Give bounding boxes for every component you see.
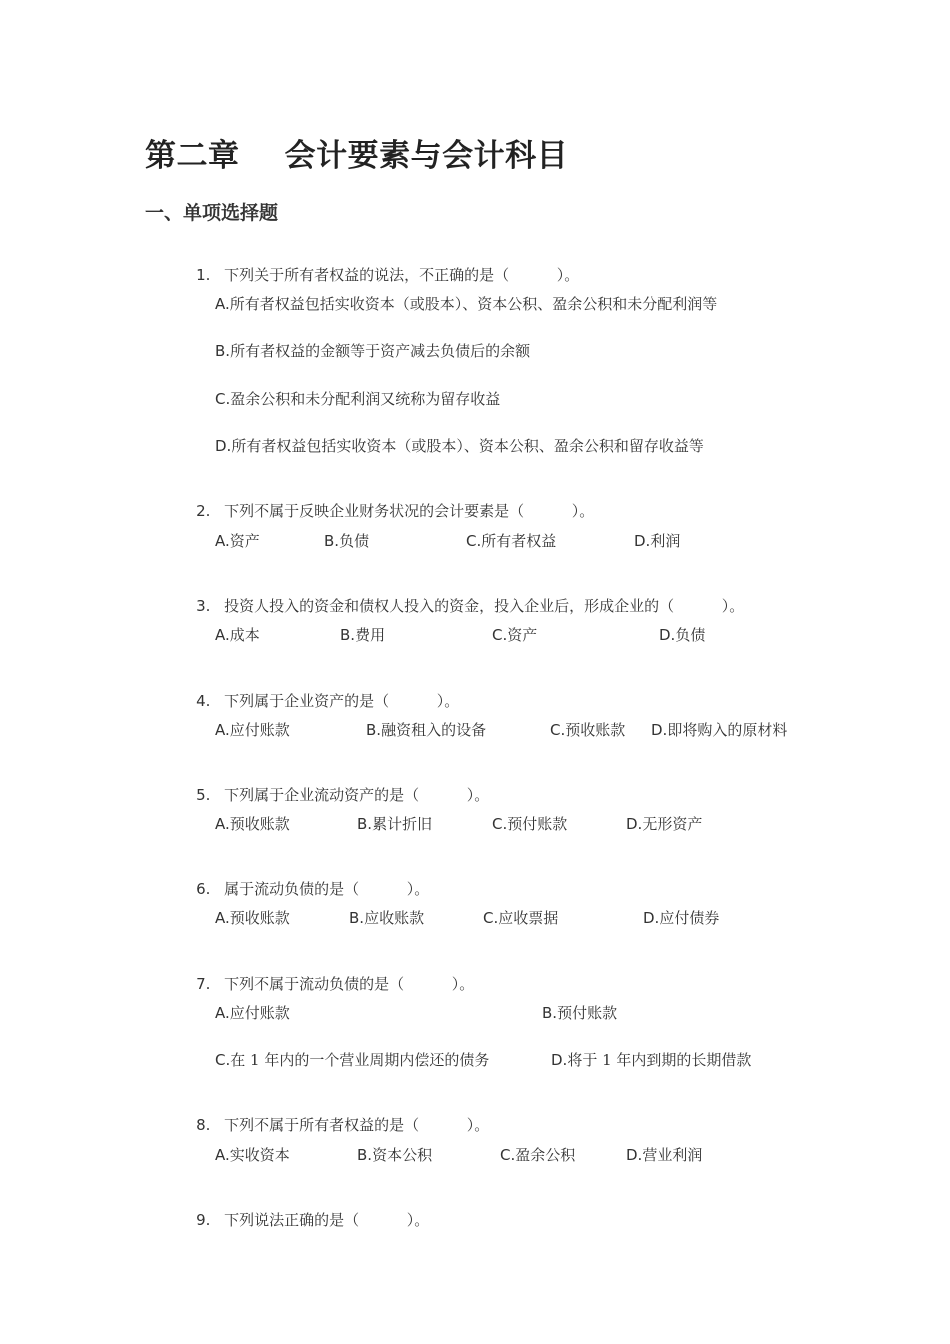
option-text: 盈余公积: [515, 1146, 576, 1164]
option-text: 负债: [675, 626, 706, 644]
question-9: [177, 1191, 429, 1248]
option-text: 将于 1 年内到期的长期借款: [567, 1051, 752, 1069]
question-text: 属于流动负债的是（ ）。: [224, 880, 430, 898]
option-letter: D.: [626, 815, 643, 833]
option-letter: B.: [324, 532, 340, 550]
option-letter: B.: [349, 909, 365, 927]
option-3c: [492, 624, 537, 645]
option-text: 资产: [229, 532, 260, 550]
chapter-title: 第二章 会计要素与会计科目: [145, 138, 569, 174]
option-letter: D.: [551, 1051, 568, 1069]
option-text: 预收账款: [229, 815, 290, 833]
option-letter: B.: [366, 721, 382, 739]
option-letter: C.: [500, 1146, 516, 1164]
question-text: 下列不属于反映企业财务状况的会计要素是（ ）。: [224, 502, 595, 520]
option-3a: [215, 624, 260, 645]
option-text: 应收账款: [364, 909, 425, 927]
option-text: 应付账款: [229, 721, 290, 739]
option-letter: C.: [492, 815, 508, 833]
question-number: 6.: [196, 880, 211, 898]
option-text: 应付账款: [229, 1004, 290, 1022]
option-text: 盈余公积和未分配利润又统称为留存收益: [230, 390, 501, 408]
option-text: 利润: [650, 532, 681, 550]
option-text: 所有者权益: [481, 532, 557, 550]
option-letter: B.: [357, 1146, 373, 1164]
option-7b: [542, 1002, 617, 1023]
question-number: 3.: [196, 597, 211, 615]
option-letter: B.: [215, 342, 231, 360]
option-5b: [357, 813, 432, 834]
option-letter: B.: [340, 626, 356, 644]
option-text: 预收账款: [229, 909, 290, 927]
option-letter: C.: [215, 1051, 231, 1069]
option-letter: A.: [215, 295, 230, 313]
option-6a: [215, 907, 290, 928]
option-letter: A.: [215, 1004, 230, 1022]
option-letter: D.: [626, 1146, 643, 1164]
question-text: 下列属于企业资产的是（ ）。: [224, 692, 460, 710]
question-number: 8.: [196, 1116, 211, 1134]
option-text: 累计折旧: [372, 815, 433, 833]
option-2c: [466, 530, 556, 551]
option-text: 费用: [355, 626, 386, 644]
option-2b: [324, 530, 369, 551]
option-letter: A.: [215, 1146, 230, 1164]
question-number: 9.: [196, 1211, 211, 1229]
option-4d: [651, 719, 787, 740]
option-text: 营业利润: [642, 1146, 703, 1164]
option-letter: C.: [215, 390, 231, 408]
question-text: 下列不属于所有者权益的是（ ）。: [224, 1116, 490, 1134]
option-letter: A.: [215, 532, 230, 550]
option-8d: [626, 1144, 702, 1165]
option-text: 融资租入的设备: [381, 721, 487, 739]
option-6d: [643, 907, 719, 928]
option-letter: C.: [466, 532, 482, 550]
option-4c: [550, 719, 625, 740]
option-letter: D.: [659, 626, 676, 644]
option-text: 在 1 年内的一个营业周期内偿还的债务: [230, 1051, 490, 1069]
option-letter: C.: [483, 909, 499, 927]
option-5d: [626, 813, 702, 834]
option-1a: [215, 293, 717, 314]
option-text: 负债: [339, 532, 370, 550]
option-letter: B.: [357, 815, 373, 833]
option-text: 预收账款: [565, 721, 626, 739]
option-3b: [340, 624, 385, 645]
option-text: 即将购入的原材料: [667, 721, 788, 739]
option-4b: [366, 719, 486, 740]
option-6c: [483, 907, 558, 928]
option-letter: C.: [492, 626, 508, 644]
question-number: 4.: [196, 692, 211, 710]
option-8a: [215, 1144, 290, 1165]
option-7d: [551, 1049, 751, 1070]
question-text: 下列属于企业流动资产的是（ ）。: [224, 786, 490, 804]
option-letter: D.: [651, 721, 668, 739]
option-7c: [215, 1049, 489, 1070]
question-text: 投资人投入的资金和债权人投入的资金，投入企业后，形成企业的（ ）。: [224, 597, 745, 615]
option-text: 预付账款: [557, 1004, 618, 1022]
option-letter: A.: [215, 626, 230, 644]
option-2a: [215, 530, 260, 551]
option-letter: C.: [550, 721, 566, 739]
option-4a: [215, 719, 290, 740]
option-text: 应收票据: [498, 909, 559, 927]
question-number: 5.: [196, 786, 211, 804]
option-letter: D.: [643, 909, 660, 927]
option-text: 成本: [229, 626, 260, 644]
option-5c: [492, 813, 567, 834]
question-number: 7.: [196, 975, 211, 993]
question-number: 1.: [196, 266, 211, 284]
option-letter: D.: [634, 532, 651, 550]
option-text: 应付债券: [659, 909, 720, 927]
option-letter: A.: [215, 815, 230, 833]
option-text: 资本公积: [372, 1146, 433, 1164]
option-8c: [500, 1144, 575, 1165]
option-letter: D.: [215, 437, 232, 455]
option-text: 所有者权益包括实收资本（或股本）、资本公积、盈余公积和留存收益等: [231, 437, 704, 455]
option-5a: [215, 813, 290, 834]
question-text: 下列说法正确的是（ ）。: [224, 1211, 430, 1229]
option-letter: B.: [542, 1004, 558, 1022]
option-1c: [215, 388, 500, 409]
option-letter: A.: [215, 721, 230, 739]
option-text: 资产: [507, 626, 538, 644]
question-text: 下列关于所有者权益的说法，不正确的是（ ）。: [224, 266, 580, 284]
option-2d: [634, 530, 680, 551]
option-text: 所有者权益的金额等于资产减去负债后的余额: [230, 342, 531, 360]
question-number: 2.: [196, 502, 211, 520]
option-7a: [215, 1002, 290, 1023]
section-title: 一、单项选择题: [145, 202, 279, 224]
question-text: 下列不属于流动负债的是（ ）。: [224, 975, 475, 993]
option-1d: [215, 435, 704, 456]
option-8b: [357, 1144, 432, 1165]
option-6b: [349, 907, 424, 928]
option-text: 所有者权益包括实收资本（或股本）、资本公积、盈余公积和未分配利润等: [229, 295, 718, 313]
option-text: 实收资本: [229, 1146, 290, 1164]
option-3d: [659, 624, 705, 645]
option-text: 预付账款: [507, 815, 568, 833]
option-letter: A.: [215, 909, 230, 927]
option-text: 无形资产: [642, 815, 703, 833]
option-1b: [215, 340, 530, 361]
